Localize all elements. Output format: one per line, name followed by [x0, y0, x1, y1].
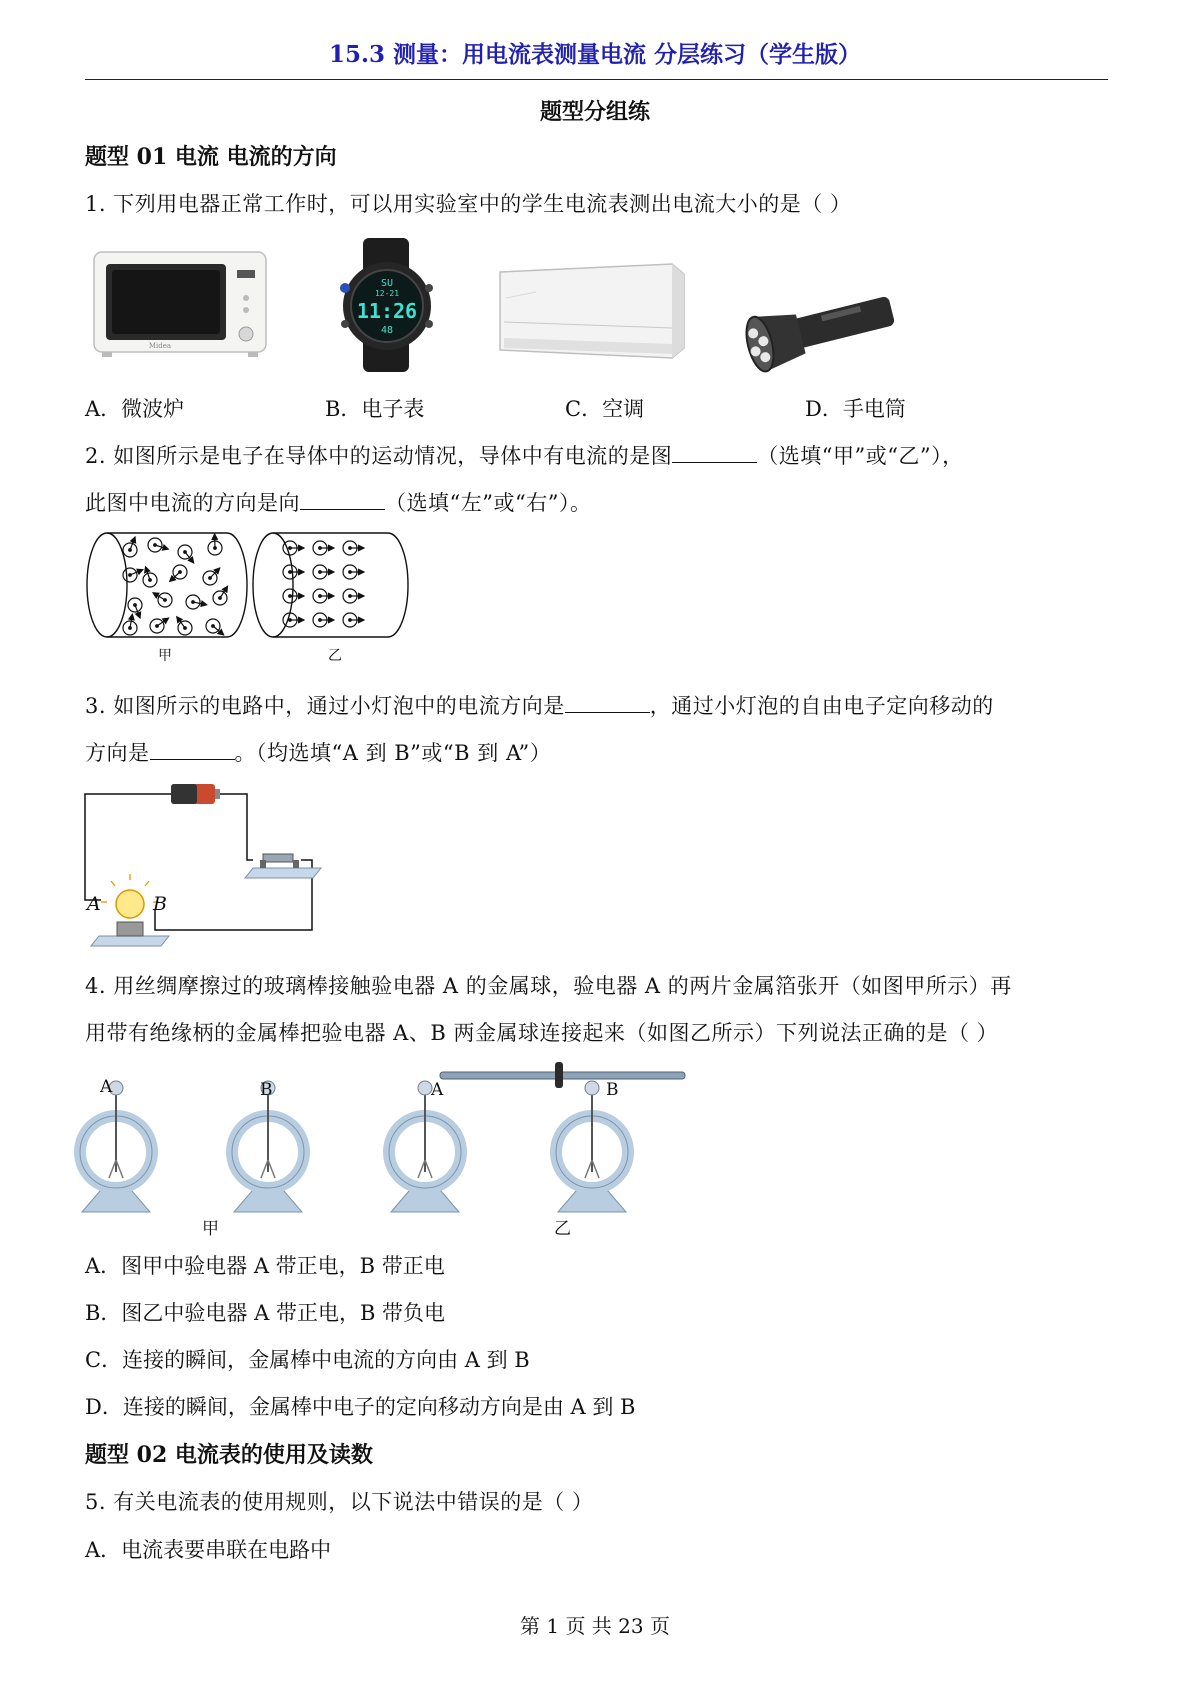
q4-line2: 用带有绝缘柄的金属棒把验电器 A、B 两金属球连接起来（如图乙所示）下列说法正确的是（ ）	[85, 1021, 999, 1045]
document-title: 15.3 测量：用电流表测量电流 分层练习（学生版）	[328, 41, 862, 68]
q1-stem: 1. 下列用电器正常工作时，可以用实验室中的学生电流表测出电流大小的是（ ）	[85, 192, 852, 216]
q1-option-b: B．电子表	[325, 397, 425, 421]
q4-line1: 4. 用丝绸摩擦过的玻璃棒接触验电器 A 的金属球，验电器 A 的两片金属箔张开（如图甲所示）再	[85, 974, 1012, 998]
battery-icon	[171, 784, 220, 804]
svg-text:SU: SU	[380, 278, 394, 289]
point-a-label: A	[87, 893, 101, 915]
electroscope-figure	[80, 1062, 700, 1242]
header-divider	[85, 79, 1108, 80]
q3-line2	[85, 737, 551, 767]
q1-option-c: C．空调	[565, 397, 645, 421]
electroscope-icon	[80, 1081, 152, 1212]
scope-label-a2: A	[431, 1080, 444, 1100]
q2-line2-text-a: 此图中电流的方向是向	[85, 491, 300, 515]
yi-drifting-electrons	[283, 541, 364, 627]
q5-stem: 5. 有关电流表的使用规则，以下说法中错误的是（ ）	[85, 1490, 594, 1514]
fig-label-jia-2: 甲	[202, 1219, 219, 1239]
q2-line1-text-b: （选填“甲”或“乙”），	[757, 444, 964, 468]
svg-text:48: 48	[380, 325, 394, 336]
circuit-figure	[85, 780, 335, 950]
metal-rod	[440, 1062, 685, 1088]
q4-option-c: C．连接的瞬间，金属棒中电流的方向由 A 到 B	[85, 1348, 530, 1372]
air-conditioner-image	[496, 262, 688, 362]
type01-title: 题型 01 电流 电流的方向	[85, 144, 337, 170]
scope-label-b1: B	[260, 1080, 273, 1100]
q3-blank-1	[565, 692, 650, 713]
q2-line2	[85, 487, 591, 517]
q2-line1	[85, 440, 964, 470]
electroscope-icon	[556, 1081, 628, 1212]
flashlight-image	[745, 282, 905, 382]
scope-label-a1: A	[100, 1077, 113, 1097]
q2-line1-text-a: 2. 如图所示是电子在导体中的运动情况，导体中有电流的是图	[85, 444, 673, 468]
switch-icon	[245, 854, 321, 878]
conductor-figure	[85, 530, 415, 665]
q2-blank-1	[672, 442, 757, 463]
q2-line2-text-b: （选填“左”或“右”）。	[385, 491, 592, 515]
q4-option-d: D．连接的瞬间，金属棒中电子的定向移动方向是由 A 到 B	[85, 1395, 636, 1419]
q3-line2-text-b: 。（均选填“A 到 B”或“B 到 A”）	[234, 741, 552, 765]
microwave-image	[92, 248, 272, 364]
scope-label-b2: B	[606, 1080, 619, 1100]
q1-option-d: D．手电筒	[805, 397, 906, 421]
q3-line1-text-b: ，通过小灯泡的自由电子定向移动的	[649, 694, 994, 718]
electroscope-icon	[232, 1081, 304, 1212]
q1-option-a: A．微波炉	[85, 397, 185, 421]
svg-text:Midea: Midea	[148, 342, 172, 350]
fig-label-yi: 乙	[328, 648, 342, 664]
q3-line1	[85, 690, 994, 720]
svg-text:11:26: 11:26	[356, 299, 418, 323]
jia-random-electrons	[123, 534, 228, 635]
fig-label-jia: 甲	[158, 648, 172, 664]
q4-option-b: B．图乙中验电器 A 带正电，B 带负电	[85, 1301, 446, 1325]
watch-image	[337, 236, 437, 376]
point-b-label: B	[153, 893, 167, 915]
q3-line1-text-a: 3. 如图所示的电路中，通过小灯泡中的电流方向是	[85, 694, 565, 718]
q3-line2-text-a: 方向是	[85, 741, 150, 765]
fig-label-yi-2: 乙	[554, 1219, 571, 1239]
q5-option-a: A．电流表要串联在电路中	[85, 1538, 332, 1562]
electroscope-icon	[389, 1081, 461, 1212]
q2-blank-2	[300, 489, 385, 510]
type02-title: 题型 02 电流表的使用及读数	[85, 1442, 373, 1468]
q4-option-a: A．图甲中验电器 A 带正电，B 带正电	[85, 1254, 445, 1278]
page-footer: 第 1 页 共 23 页	[520, 1614, 670, 1638]
svg-text:12-21: 12-21	[374, 289, 400, 298]
q3-blank-2	[150, 739, 235, 760]
section-title: 题型分组练	[539, 99, 650, 125]
